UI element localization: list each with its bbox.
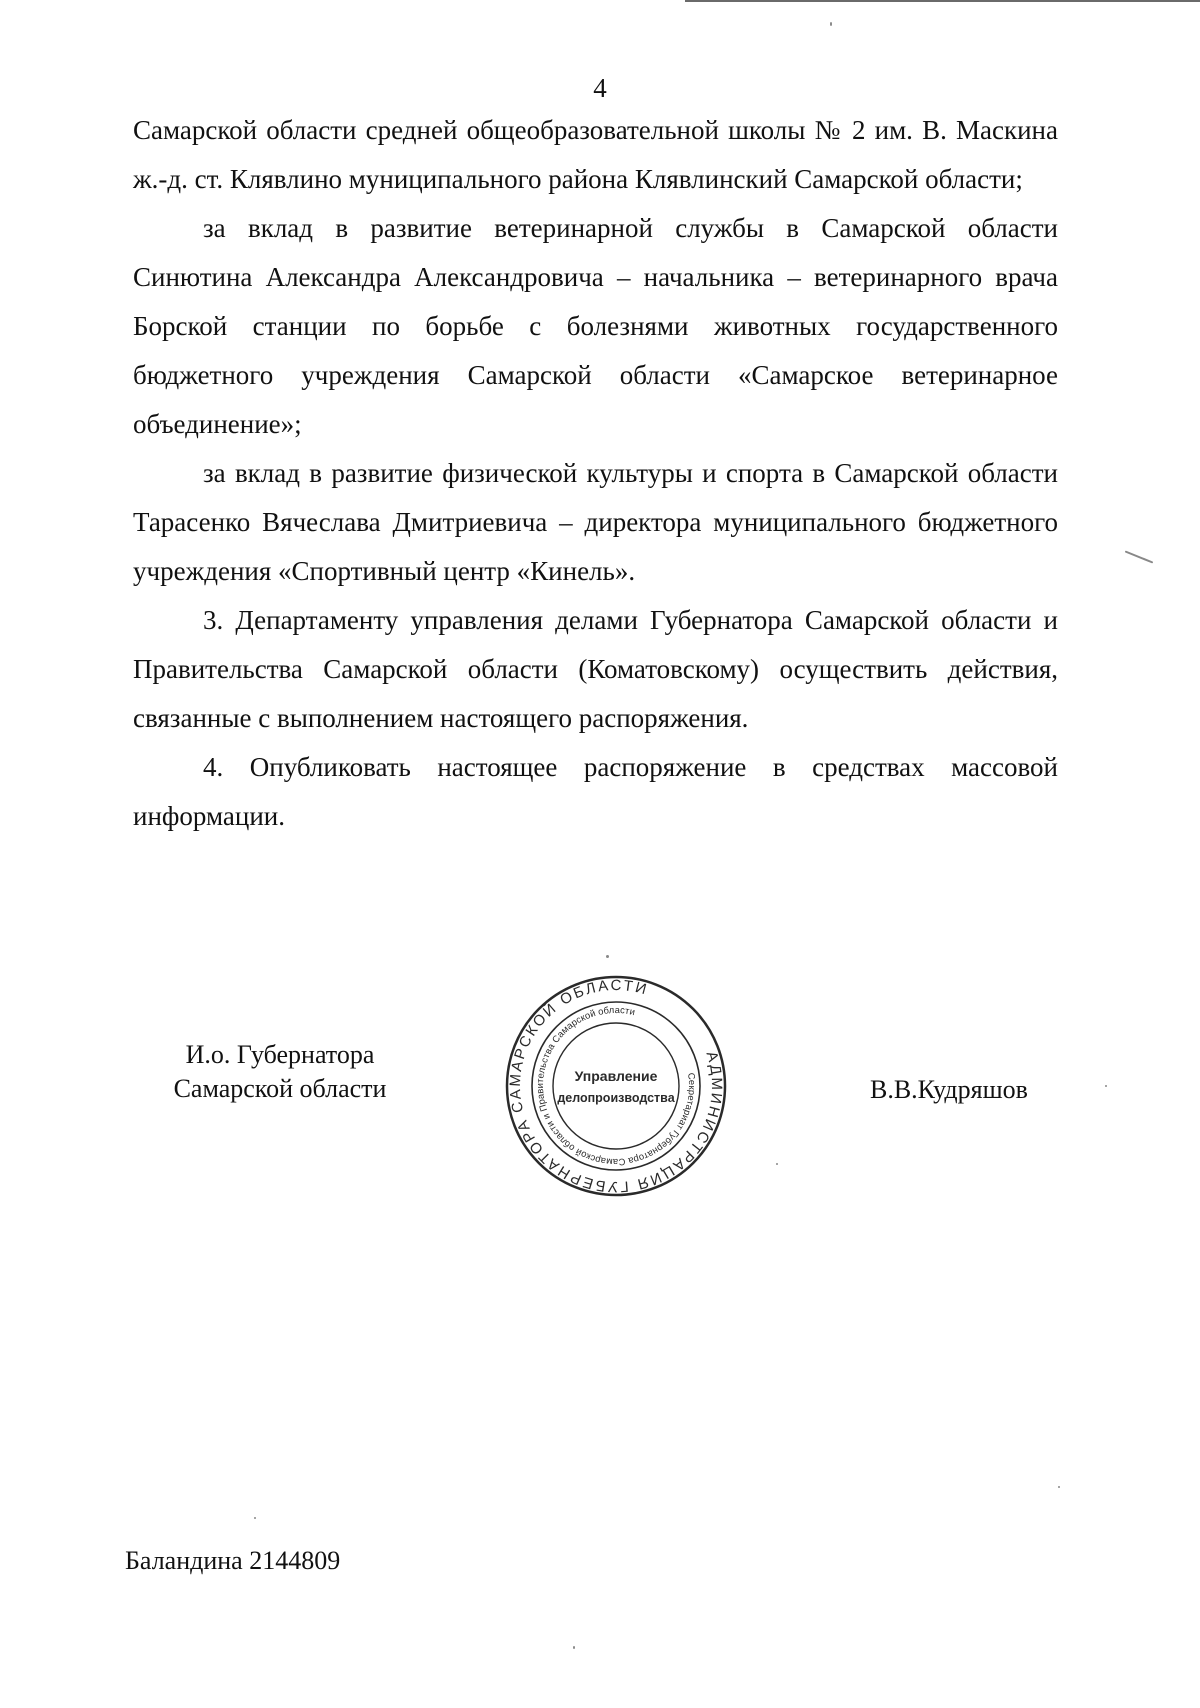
signatory-title-line-1: И.о. Губернатора (185, 1040, 375, 1069)
scan-speck (1058, 1486, 1060, 1488)
paragraph-publication-instruction: 4. Опубликовать настоящее распоряжение в средствах массовой информации. (133, 752, 1058, 831)
official-seal (504, 973, 728, 1199)
scan-speck (1125, 550, 1154, 563)
signatory-title (130, 1038, 430, 1106)
scan-speck (1105, 1085, 1107, 1087)
paragraph-veterinary-award: за вклад в развитие ветеринарной службы в Самарской области Синютина Александра Александровича – начальника – ветеринарного врача Борской станции по борьбе с болезнями животных государственного бюджетного учреждения Самарской области «Самарское ветеринарное объединение»; (133, 213, 1058, 439)
paragraph-department-instruction: 3. Департаменту управления делами Губернатора Самарской области и Правительства Самарской области (Коматовскому) осуществить действия, связанные с выполнением настоящего распоряжения. (133, 605, 1058, 733)
paragraph-school-continuation: Самарской области средней общеобразовательной школы № 2 им. В. Маскина ж.-д. ст. Клявлино муниципального района Клявлинский Самарской области; (133, 115, 1058, 194)
top-edge-rule (685, 0, 1200, 2)
seal-inner-ring-text: Секретариат Губернатора Самарской области и Правительства Самарской области (533, 1003, 699, 1169)
scan-speck (830, 22, 832, 26)
seal-center-line-2: делопроизводства (557, 1091, 675, 1105)
seal-middle-border (532, 1002, 700, 1170)
scan-speck (573, 1646, 575, 1649)
seal-center-line-1: Управление (574, 1068, 658, 1084)
signatory-name: В.В.Кудряшов (870, 1075, 1028, 1104)
scan-speck (606, 955, 609, 958)
paragraph-sport-award: за вклад в развитие физической культуры и спорта в Самарской области Тарасенко Вячеслава Дмитриевича – директора муниципального бюджетного учреждения «Спортивный центр «Кинель». (133, 458, 1058, 586)
official-seal-graphic (504, 973, 728, 1199)
scan-speck (776, 1163, 778, 1165)
page-number: 4 (593, 73, 607, 103)
executor-contact: Баландина 2144809 (125, 1546, 341, 1575)
signatory-title-line-2: Самарской области (173, 1074, 387, 1103)
seal-outer-ring-text: АДМИНИСТРАЦИЯ ГУБЕРНАТОРА САМАРСКОЙ ОБЛАСТИ (506, 976, 726, 1196)
seal-inner-border (553, 1023, 679, 1149)
scan-speck (254, 1517, 256, 1519)
document-body (133, 106, 1058, 841)
